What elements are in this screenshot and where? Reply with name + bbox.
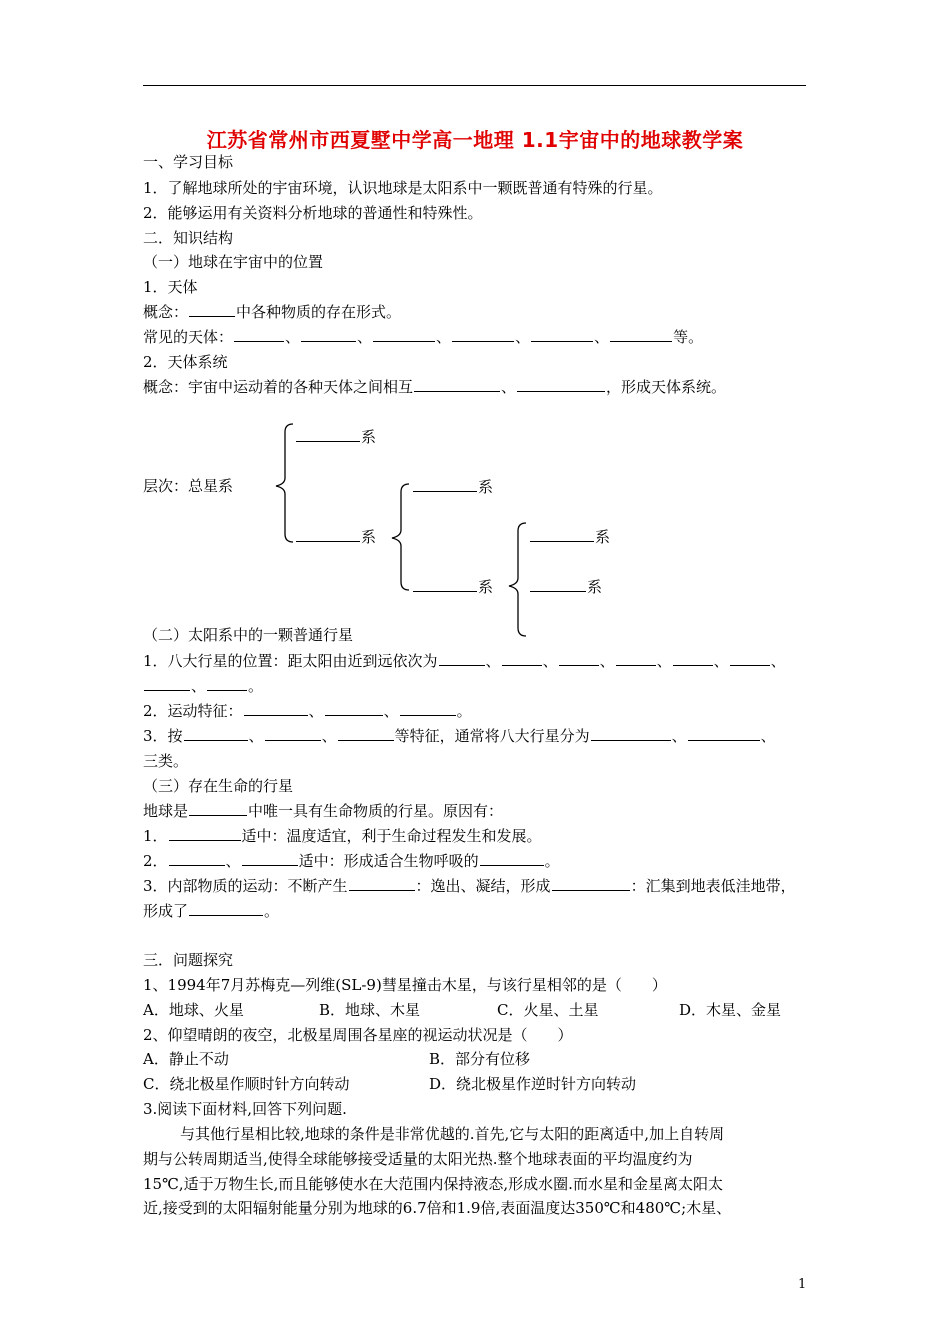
fill-blank[interactable] <box>552 876 630 891</box>
sep: 、 <box>713 652 729 670</box>
label: 中唯一具有生命物质的行星。原因有： <box>248 802 504 820</box>
sep: 、 <box>191 677 207 695</box>
label: 2． <box>143 852 168 870</box>
question-3: 3.阅读下面材料,回答下列问题. <box>143 1100 347 1118</box>
label: 适中：形成适合生物呼吸的 <box>298 852 479 870</box>
fill-blank[interactable] <box>169 851 225 866</box>
label: 系 <box>595 528 611 546</box>
label: ，形成天体系统。 <box>606 378 727 396</box>
hierarchy-item <box>529 526 610 547</box>
reason-line <box>143 851 560 871</box>
section-heading: 三．问题探究 <box>143 951 234 969</box>
label: 常见的天体： <box>143 328 234 346</box>
fill-blank[interactable] <box>338 726 394 741</box>
planets-line <box>143 651 786 671</box>
brace-level3 <box>509 523 526 636</box>
reason-line <box>143 826 542 846</box>
label: 概念：宇宙中运动着的各种天体之间相互 <box>143 378 414 396</box>
label: ：逸出、凝结，形成 <box>415 877 551 895</box>
section-heading: 一、学习目标 <box>143 153 234 171</box>
sep: 、 <box>515 328 531 346</box>
fill-blank[interactable] <box>413 477 477 492</box>
sep: 。 <box>456 702 472 720</box>
fill-blank[interactable] <box>244 701 308 716</box>
sep: 、 <box>656 652 672 670</box>
sep: 、 <box>225 852 241 870</box>
brace-level2 <box>392 484 409 590</box>
label: 等特征，通常将八大行星分为 <box>394 727 590 745</box>
sep: 、 <box>308 702 324 720</box>
sep: 、 <box>321 727 337 745</box>
fill-blank[interactable] <box>184 726 248 741</box>
label: 系 <box>478 478 494 496</box>
hierarchy-item <box>412 576 493 597</box>
option-a[interactable]: A．地球、火星 <box>143 1001 244 1019</box>
reason-line <box>143 876 796 896</box>
brace-level1 <box>276 424 293 542</box>
page-title: 江苏省常州市西夏墅中学高一地理 1.1宇宙中的地球教学案 <box>206 128 744 152</box>
sep: 、 <box>760 727 776 745</box>
label: 系 <box>361 528 377 546</box>
sep: 、 <box>599 652 615 670</box>
fill-blank[interactable] <box>480 851 544 866</box>
sep: 。 <box>248 677 264 695</box>
fill-blank[interactable] <box>400 701 456 716</box>
subsection-heading: （一）地球在宇宙中的位置 <box>143 253 324 271</box>
classify-line <box>143 726 776 746</box>
sep: 、 <box>542 652 558 670</box>
option-c[interactable]: C．绕北极星作顺时针方向转动 <box>143 1075 350 1093</box>
label: 系 <box>361 428 377 446</box>
text-line: 2．能够运用有关资料分析地球的普通性和特殊性。 <box>143 204 483 222</box>
fill-blank[interactable] <box>673 651 713 666</box>
reading-paragraph-line: 15℃,适于万物生长,而且能够使水在大范围内保持液态,形成水圈.而水星和金星离太阳太 <box>143 1175 723 1193</box>
label: 概念： <box>143 303 189 321</box>
fill-blank[interactable] <box>207 676 247 691</box>
fill-blank[interactable] <box>591 726 671 741</box>
reading-paragraph-line: 近,接受到的太阳辐射能量分别为地球的6.7倍和1.9倍,表面温度达350℃和480℃;木星、 <box>143 1199 732 1217</box>
fill-blank[interactable] <box>169 826 241 841</box>
label: 地球是 <box>143 802 189 820</box>
fill-blank[interactable] <box>616 651 656 666</box>
label: 3．按 <box>143 727 183 745</box>
option-a[interactable]: A．静止不动 <box>143 1050 229 1068</box>
sep: 、 <box>770 652 786 670</box>
text-line: 2．天体系统 <box>143 353 228 371</box>
fill-blank[interactable] <box>439 651 485 666</box>
fill-blank[interactable] <box>296 527 360 542</box>
subsection-heading: （二）太阳系中的一颗普通行星 <box>143 626 354 644</box>
option-d[interactable]: D．绕北极星作逆时针方向转动 <box>429 1075 637 1093</box>
sep: 、 <box>383 702 399 720</box>
label: 系 <box>587 578 603 596</box>
fill-blank[interactable] <box>189 901 263 916</box>
sep: 、 <box>594 328 610 346</box>
option-b[interactable]: B．部分有位移 <box>429 1050 531 1068</box>
fill-blank[interactable] <box>189 801 247 816</box>
fill-blank[interactable] <box>502 651 542 666</box>
sep: 。 <box>544 852 560 870</box>
text-line: 三类。 <box>143 752 189 770</box>
sep: 、 <box>248 727 264 745</box>
earth-line <box>143 801 503 821</box>
label: 形成了 <box>143 902 189 920</box>
motion-line <box>143 701 472 721</box>
label: 系 <box>478 578 494 596</box>
planets-line-2 <box>143 676 263 696</box>
section-heading: 二．知识结构 <box>143 229 234 247</box>
fill-blank[interactable] <box>413 577 477 592</box>
fill-blank[interactable] <box>559 651 599 666</box>
fill-blank[interactable] <box>325 701 383 716</box>
fill-blank[interactable] <box>688 726 760 741</box>
hierarchy-item <box>295 526 376 547</box>
hierarchy-item <box>412 476 493 497</box>
label: 1．八大行星的位置：距太阳由近到远依次为 <box>143 652 438 670</box>
text-line: 1．了解地球所处的宇宙环境，认识地球是太阳系中一颗既普通有特殊的行星。 <box>143 179 663 197</box>
fill-blank[interactable] <box>530 577 586 592</box>
hierarchy-item <box>295 426 376 447</box>
label: 等。 <box>673 328 704 346</box>
fill-blank[interactable] <box>265 726 321 741</box>
fill-blank[interactable] <box>242 851 298 866</box>
option-b[interactable]: B．地球、木星 <box>319 1001 421 1019</box>
page-number: 1 <box>798 1277 807 1292</box>
fill-blank[interactable] <box>296 427 360 442</box>
option-d[interactable]: D．木星、金星 <box>679 1001 782 1019</box>
label: 中各种物质的存在形式。 <box>236 303 402 321</box>
sep: 、 <box>436 328 452 346</box>
sep: 、 <box>357 328 373 346</box>
question-1: 1、1994年7月苏梅克—列维(SL-9)彗星撞击木星，与该行星相邻的是（ ） <box>143 976 667 994</box>
sep: 、 <box>285 328 301 346</box>
label: 、 <box>501 378 517 396</box>
level-label: 层次：总星系 <box>143 477 234 495</box>
sep: 、 <box>485 652 501 670</box>
reading-paragraph-line: 与其他行星相比较,地球的条件是非常优越的.首先,它与太阳的距离适中,加上自转周 <box>180 1125 725 1143</box>
sep: 。 <box>264 902 280 920</box>
fill-blank[interactable] <box>144 676 190 691</box>
label: 3．内部物质的运动：不断产生 <box>143 877 348 895</box>
label: 2．运动特征： <box>143 702 243 720</box>
fill-blank[interactable] <box>730 651 770 666</box>
question-2: 2、仰望晴朗的夜空，北极星周围各星座的视运动状况是（ ） <box>143 1026 573 1044</box>
label: 适中：温度适宜，利于生命过程发生和发展。 <box>241 827 542 845</box>
fill-blank[interactable] <box>530 527 594 542</box>
text-line: 1．天体 <box>143 278 198 296</box>
reading-paragraph-line: 期与公转周期适当,使得全球能够接受适量的太阳光热.整个地球表面的平均温度约为 <box>143 1150 693 1168</box>
subsection-heading: （三）存在生命的行星 <box>143 777 294 795</box>
label: ：汇集到地表低洼地带， <box>630 877 796 895</box>
fill-blank[interactable] <box>349 876 415 891</box>
reason-line-2 <box>143 901 279 921</box>
hierarchy-item <box>529 576 602 597</box>
sep: 、 <box>671 727 687 745</box>
label: 1． <box>143 827 168 845</box>
option-c[interactable]: C．火星、土星 <box>497 1001 599 1019</box>
